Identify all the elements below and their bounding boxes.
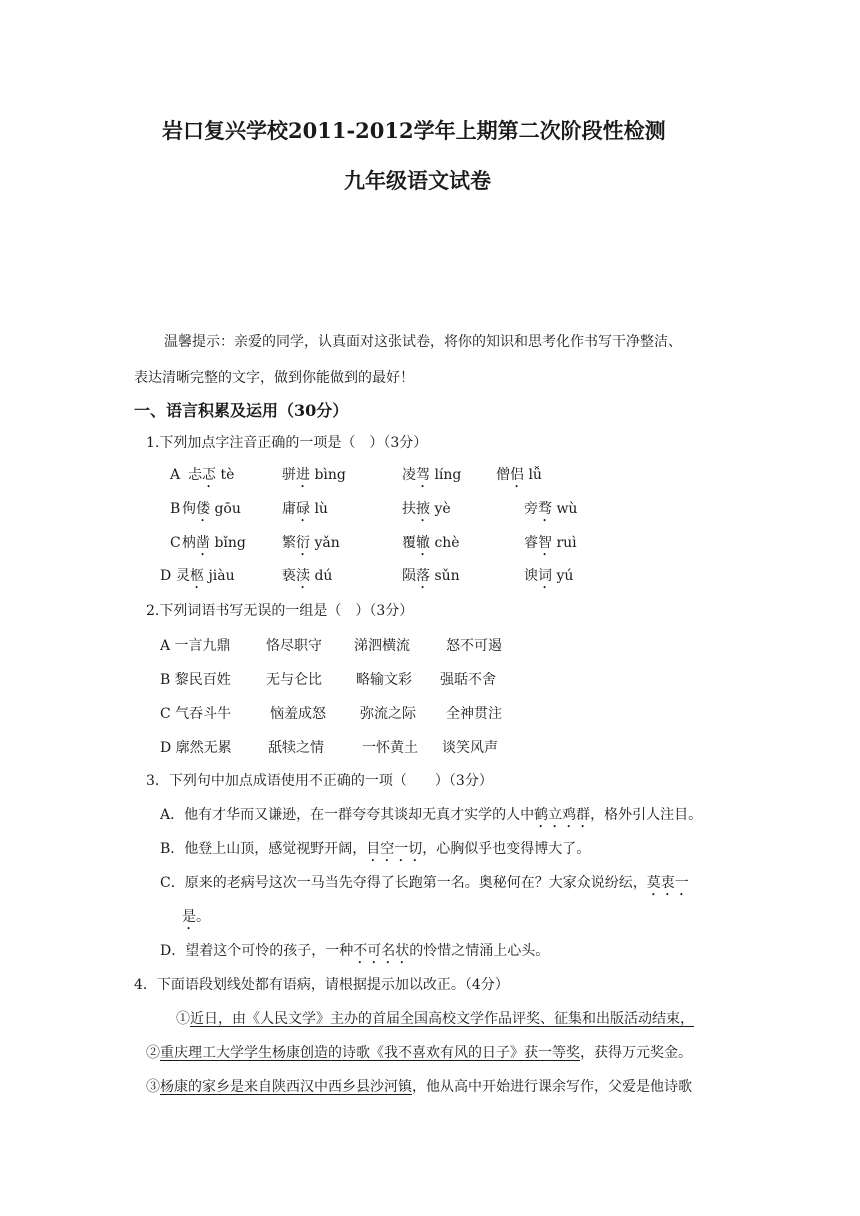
q3-option-c: C．原来的老病号这次一马当先夺得了长跑第一名。奥秘何在？大家众说纷纭，莫衷一 [160, 875, 689, 891]
q3-option-b: B．他登上山顶，感觉视野开阔，目空一切，心胸似乎也变得博大了。 [160, 841, 591, 857]
pinyin-cell: 骈进 bìng [282, 467, 346, 483]
word-cell: C 气吞斗牛 [160, 706, 232, 722]
q4-stem: 4．下面语段划线处都有语病，请根据提示加以改正。（4分） [134, 977, 509, 993]
word-cell: D 廓然无累 [160, 740, 232, 756]
pinyin-cell: 忐忑 tè [188, 467, 235, 483]
word-cell: 弥流之际 [360, 706, 416, 722]
q4-line-2: ②重庆理工大学学生杨康创造的诗歌《我不喜欢有风的日子》获一等奖，获得万元奖金。 [146, 1045, 692, 1061]
pinyin-cell: 扶掖 yè [402, 501, 451, 517]
pinyin-cell: 睿智 ruì [524, 535, 577, 551]
pinyin-cell: 旁骛 wù [524, 501, 578, 517]
pinyin-cell: 谀词 yú [524, 568, 574, 584]
q2-stem: 2.下列词语书写无误的一组是（ ）（3分） [146, 603, 414, 619]
section-heading: 一、语言积累及运用（30分） [134, 401, 349, 420]
option-letter: C [170, 535, 181, 551]
option-letter: D [160, 568, 172, 584]
q4-line-1: ①近日，由《人民文学》主办的首届全国高校文学作品评奖、征集和出版活动结束， [176, 1011, 694, 1027]
option-letter: B [170, 501, 181, 517]
q3-option-c-cont: 是。 [182, 909, 210, 925]
page-subtitle: 九年级语文试卷 [344, 168, 491, 193]
pinyin-cell: 亵渎 dú [282, 568, 333, 584]
pinyin-cell: 灵柩 jiàu [176, 568, 235, 584]
word-cell: A 一言九鼎 [160, 638, 231, 654]
word-cell: 舐犊之情 [268, 740, 324, 756]
pinyin-cell: 佝偻 gōu [182, 501, 241, 517]
word-cell: 略输文彩 [356, 672, 412, 688]
word-cell: 一怀黄土 [362, 740, 418, 756]
option-letter: A [170, 467, 181, 483]
q3-option-a: A．他有才华而又谦逊，在一群夸夸其谈却无真才实学的人中鹤立鸡群，格外引人注目。 [160, 807, 703, 823]
tip-line-2: 表达清晰完整的文字，做到你能做到的最好！ [134, 370, 414, 386]
pinyin-cell: 僧侣 lǚ [496, 467, 542, 483]
pinyin-cell: 枘凿 bǐng [182, 535, 246, 551]
word-cell: 谈笑风声 [442, 740, 498, 756]
word-cell: 怒不可遏 [446, 638, 502, 654]
page-title: 岩口复兴学校2011-2012学年上期第二次阶段性检测 [162, 118, 666, 143]
word-cell: 全神贯注 [446, 706, 502, 722]
pinyin-cell: 繁衍 yǎn [282, 535, 340, 551]
q1-stem: 1.下列加点字注音正确的一项是（ ）（3分） [146, 435, 428, 451]
word-cell: 恼羞成怒 [270, 706, 326, 722]
word-cell: 恪尽职守 [266, 638, 322, 654]
word-cell: B 黎民百姓 [160, 672, 231, 688]
q3-option-d: D．望着这个可怜的孩子，一种不可名状的怜惜之情涌上心头。 [160, 943, 550, 959]
q4-line-3: ③杨康的家乡是来自陕西汉中西乡县沙河镇，他从高中开始进行课余写作，父爱是他诗歌 [146, 1079, 692, 1095]
pinyin-cell: 覆辙 chè [402, 535, 460, 551]
pinyin-cell: 凌驾 líng [402, 467, 462, 483]
word-cell: 涕泗横流 [354, 638, 410, 654]
q3-stem: 3．下列句中加点成语使用不正确的一项（ ）（3分） [146, 773, 493, 789]
pinyin-cell: 庸碌 lù [282, 501, 328, 517]
pinyin-cell: 陨落 sǔn [402, 568, 460, 584]
word-cell: 无与仑比 [266, 672, 322, 688]
tip-line-1: 温馨提示：亲爱的同学，认真面对这张试卷，将你的知识和思考化作书写干净整洁、 [164, 334, 682, 350]
word-cell: 强聒不舍 [440, 672, 496, 688]
